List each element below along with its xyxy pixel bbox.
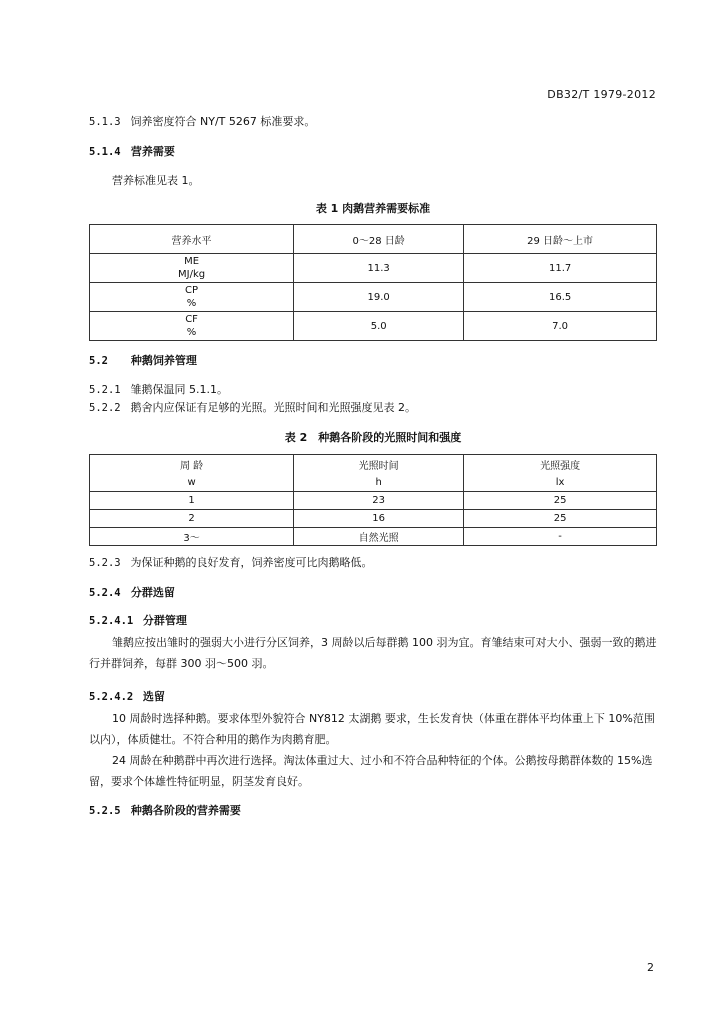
clause-title: 营养需要 [130, 145, 175, 158]
table1-value-cell: 11.7 [464, 254, 657, 283]
clause-5-2-1 [89, 381, 228, 397]
table2-cell: 16 [294, 510, 464, 528]
label-bottom: % [186, 298, 197, 309]
clause-5-2-5-heading [89, 802, 241, 818]
table2-header-row [90, 455, 657, 475]
table1-header-cell: 29 日龄～上市 [464, 225, 657, 254]
clause-5-2-4-2-para1: 10 周龄时选择种鹅。要求体型外貌符合 NY812 太湖鹅 要求，生长发育快（体重在群体平均体重上下 10%范围以内），体质健壮。不符合种用的鹅作为肉鹅育肥。 [89, 712, 655, 746]
table2-unit-cell: lx [464, 474, 657, 492]
table2-header-cell: 光照时间 [294, 455, 464, 475]
table1-header-cell: 0～28 日龄 [294, 225, 464, 254]
table1-row [90, 254, 657, 283]
clause-5-1-3 [89, 113, 315, 129]
table2-row [90, 510, 657, 528]
clause-title: 选留 [142, 690, 165, 703]
table2-header-cell: 周 龄 [90, 455, 294, 475]
clause-title: 种鹅饲养管理 [130, 354, 197, 367]
table2-cell: 1 [90, 492, 294, 510]
table1 [89, 224, 657, 341]
label-bottom: % [186, 327, 197, 338]
clause-number: 5.2.1 [89, 384, 121, 396]
clause-number: 5.2.4.2 [89, 691, 134, 703]
page-number: 2 [647, 961, 654, 974]
clause-text: 为保证种鹅的良好发育，饲养密度可比肉鹅略低。 [130, 556, 373, 569]
table2-cell: 25 [464, 510, 657, 528]
clause-number: 5.2 [89, 355, 108, 367]
clause-5-2-2 [89, 399, 416, 415]
table2-row [90, 528, 657, 546]
table2-cell: 2 [90, 510, 294, 528]
clause-5-2-4-1-body: 雏鹅应按出雏时的强弱大小进行分区饲养，3 周龄以后每群鹅 100 羽为宜。育雏结束可对大小、强弱一致的鹅进行并群饲养，每群 300 羽～500 羽。 [89, 636, 657, 670]
clause-5-1-4-heading [89, 143, 175, 159]
table2-row [90, 492, 657, 510]
table2-caption: 表 2 种鹅各阶段的光照时间和强度 [284, 431, 462, 444]
label-top: CP [185, 285, 199, 296]
table2-header-cell: 光照强度 [464, 455, 657, 475]
clause-5-2-4-heading [89, 584, 175, 600]
table1-header-row [90, 225, 657, 254]
table1-value-cell: 19.0 [294, 283, 464, 312]
clause-text: 饲养密度符合 NY/T 5267 标准要求。 [130, 115, 316, 128]
clause-text: 鹅舍内应保证有足够的光照。光照时间和光照强度见表 2。 [130, 401, 416, 414]
table2-unit-cell: h [294, 474, 464, 492]
label-top: ME [184, 256, 200, 267]
label-top: CF [185, 314, 198, 325]
clause-5-2-4-2-heading [89, 688, 165, 704]
clause-number: 5.2.5 [89, 805, 121, 817]
table1-caption: 表 1 肉鹅营养需要标准 [315, 202, 431, 215]
table1-row [90, 283, 657, 312]
clause-number: 5.2.4 [89, 587, 121, 599]
table1-label-cell [90, 312, 294, 341]
table1-header-cell: 营养水平 [90, 225, 294, 254]
clause-text: 雏鹅保温同 5.1.1。 [130, 383, 228, 396]
clause-5-2-4-1-heading [89, 612, 187, 628]
clause-number: 5.2.2 [89, 402, 121, 414]
clause-number: 5.1.3 [89, 116, 121, 128]
table2-cell: 3～ [90, 528, 294, 546]
clause-5-2-4-2-para2: 24 周龄在种鹅群中再次进行选择。淘汰体重过大、过小和不符合品种特征的个体。公鹅按母鹅群体数的 15%选留，要求个体雄性特征明显，阴茎发育良好。 [89, 754, 653, 788]
table1-value-cell: 5.0 [294, 312, 464, 341]
table1-label-cell [90, 254, 294, 283]
clause-5-2-heading [89, 352, 197, 368]
table2 [89, 454, 657, 546]
label-bottom: MJ/kg [178, 269, 206, 280]
table2-cell: 自然光照 [294, 528, 464, 546]
clause-title: 分群管理 [142, 614, 187, 627]
table2-units-row [90, 474, 657, 492]
table1-value-cell: 7.0 [464, 312, 657, 341]
table2-cell: - [464, 528, 657, 546]
clause-number: 5.2.3 [89, 557, 121, 569]
clause-5-2-3 [89, 554, 373, 570]
table1-value-cell: 16.5 [464, 283, 657, 312]
standard-code: DB32/T 1979-2012 [547, 88, 656, 101]
table2-cell: 25 [464, 492, 657, 510]
table2-unit-cell: w [90, 474, 294, 492]
clause-number: 5.1.4 [89, 146, 121, 158]
clause-title: 分群选留 [130, 586, 175, 599]
table1-label-cell [90, 283, 294, 312]
table2-cell: 23 [294, 492, 464, 510]
table1-value-cell: 11.3 [294, 254, 464, 283]
clause-number: 5.2.4.1 [89, 615, 134, 627]
clause-5-1-4-body: 营养标准见表 1。 [112, 174, 200, 187]
table1-row [90, 312, 657, 341]
clause-title: 种鹅各阶段的营养需要 [130, 804, 241, 817]
